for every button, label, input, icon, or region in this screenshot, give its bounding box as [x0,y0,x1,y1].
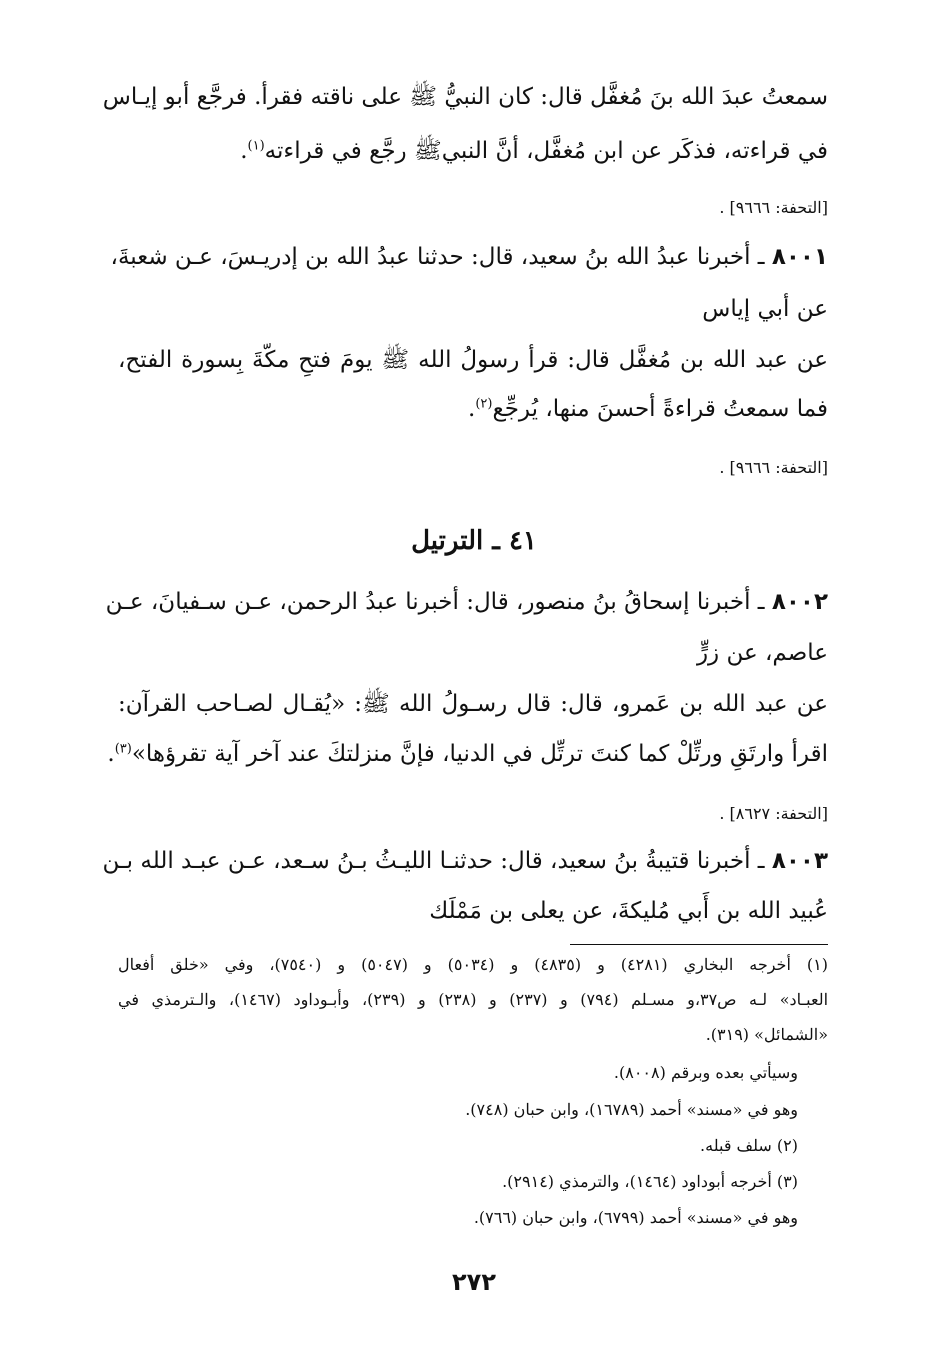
hadith-8000-period: . [240,138,248,164]
chapter-heading: ٤١ ـ الترتيل [411,526,537,556]
footnote-1-line-1: (١) أخرجه البخاري (٤٢٨١) و (٤٨٣٥) و (٥٠٣٤) و (٥٠٤٧) و (٧٥٤٠)، وفي «خلق أفعال [118,955,828,974]
footnote-1-line-5: وهو في «مسند» أحمد (١٦٧٨٩)، وابن حبان (٧٤٨). [465,1100,798,1119]
hadith-8001-line-1 [110,244,828,270]
footnote-1-line-4: وسيأتي بعده وبرقم (٨٠٠٨). [613,1063,798,1082]
hadith-number-8003: ٨٠٠٣ [771,848,828,874]
hadith-8001-line-4 [118,396,828,422]
hadith-8003-isnad: ـ أخبرنا قتيبةُ بنُ سعيد، قال: حدثنـا الليـثُ بـنُ سـعد، عـن عبـد الله بـن [102,848,765,874]
footnote-2: (٢) سلف قبله. [700,1136,798,1155]
hadith-number-8001: ٨٠٠١ [771,244,828,270]
hadith-8002-line-1 [105,589,828,615]
tuhfa-ref-8000: [التحفة: ٩٦٦٦] . [719,198,828,217]
hadith-8002-line-3: عن عبد الله بن عَمرو، قال: قال رسـولُ الله ﷺ: «يُقـال لصـاحب القرآن: [118,691,828,717]
footnote-ref-2[interactable]: (٢) [475,396,493,412]
hadith-8002-line-2: عاصم، عن زرٍّ [696,640,828,666]
hadith-8002-text: اقرأ وارتَقِ ورتِّلْ كما كنتَ ترتِّل في الدنيا، فإنَّ منزلتكَ عند آخر آية تقرؤها» [131,741,828,767]
tuhfa-ref-8002: [التحفة: ٨٦٢٧] . [719,804,828,823]
footnote-1-line-3: «الشمائل» (٣١٩). [705,1025,828,1044]
hadith-8002-isnad: ـ أخبرنا إسحاقُ بنُ منصور، قال: أخبرنا عبدُ الرحمن، عـن سـفيانَ، عـن [105,589,765,615]
hadith-8001-period: . [468,396,476,422]
hadith-8001-line-2: عن أبي إياس [702,296,828,322]
hadith-8003-line-2: عُبيد الله بن أَبي مُليكةَ، عن يعلى بن مَمْلَك [429,898,828,924]
tuhfa-ref-8001: [التحفة: ٩٦٦٦] . [719,458,828,477]
hadith-8001-line-3: عن عبد الله بن مُغفَّل قال: قرأ رسولُ الله ﷺ يومَ فتحِ مكّةَ بِسورة الفتح، [118,347,828,373]
hadith-8000-text: في قراءته، فذكَر عن ابن مُغفَّل، أنَّ النبيﷺ رجَّع في قراءته [264,138,828,164]
footnote-divider [570,944,828,945]
hadith-8002-period: . [107,741,115,767]
footnote-ref-1[interactable]: (١) [247,138,265,154]
hadith-8000-line-2 [118,136,828,170]
footnote-3-line-2: وهو في «مسند» أحمد (٦٧٩٩)، وابن حبان (٧٦٦). [473,1208,798,1227]
footnote-1-line-2: العبـاد» لـه ص٣٧،و مسـلم (٧٩٤) و (٢٣٧) و (٢٣٨) و (٢٣٩)، وأبـوداود (١٤٦٧)، والـترمذي في [118,990,829,1009]
hadith-8001-isnad: ـ أخبرنا عبدُ الله بنُ سعيد، قال: حدثنا عبدُ الله بن إدريـسَ، عـن شعبةَ، [110,244,765,270]
hadith-number-8002: ٨٠٠٢ [771,589,828,615]
hadith-8002-line-4 [107,741,828,767]
page-number: ٢٧٢ [452,1268,496,1296]
hadith-8000-line-1: سمعتُ عبدَ الله بنَ مُغفَّل قال: كان النبيُّ ﷺ على ناقته فقرأ. فرجَّع أبو إيـاس [102,84,828,110]
footnote-3-line-1: (٣) أخرجه أبوداود (١٤٦٤)، والترمذي (٢٩١٤). [502,1172,798,1191]
hadith-8003-line-1 [102,848,828,874]
hadith-8001-text: فما سمعتُ قراءةً أحسنَ منها، يُرجِّع [492,396,828,422]
footnote-ref-3[interactable]: (٣) [114,741,132,757]
